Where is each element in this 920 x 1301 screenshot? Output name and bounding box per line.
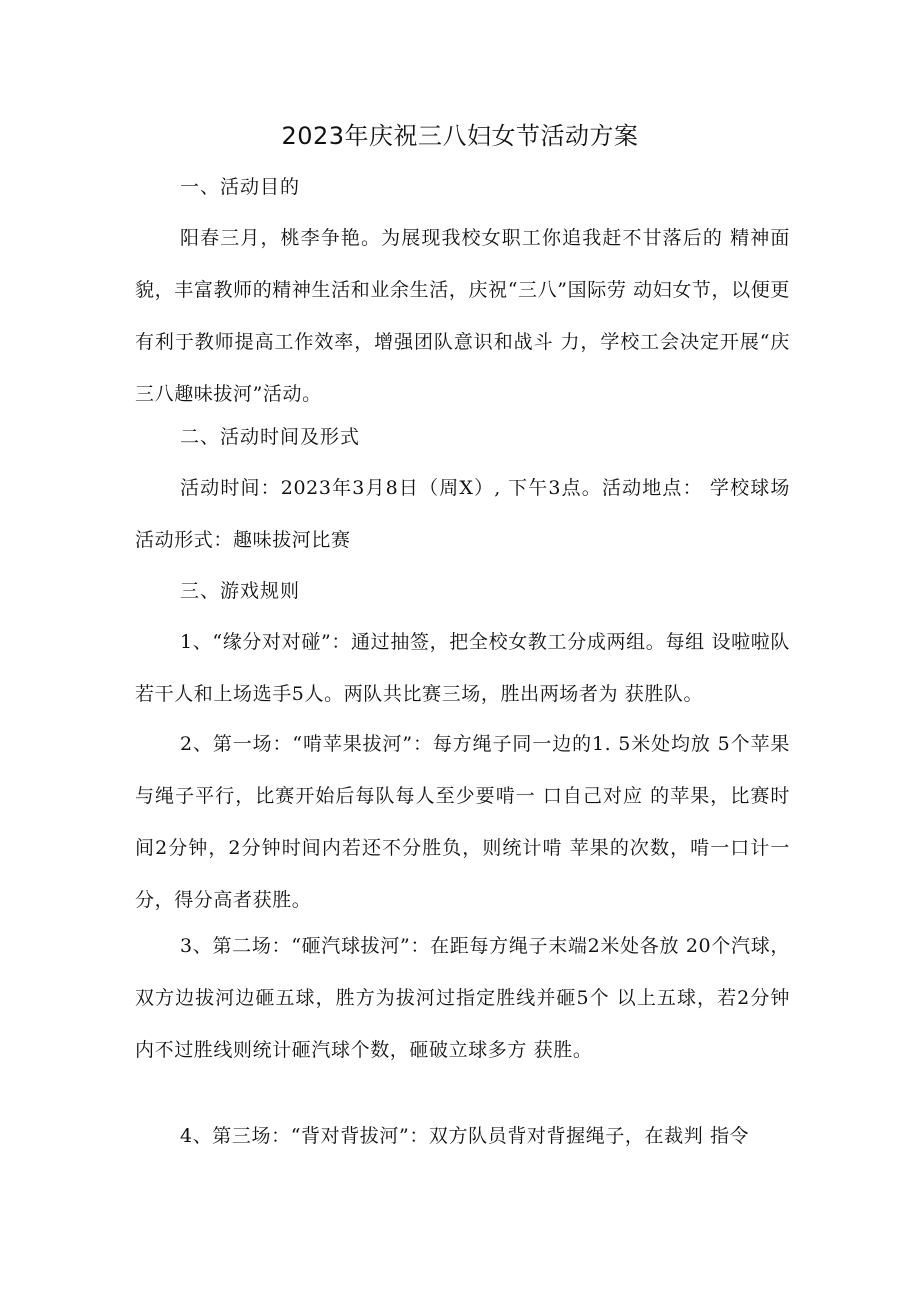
section-heading-time-format: 二、活动时间及形式 xyxy=(180,426,361,448)
paragraph-rule-1: 1、“缘分对对碰”：通过抽签，把全校女教工分成两组。每组 设啦啦队若干人和上场选手5人。两队共比赛三场，胜出两场者为 获胜队。 xyxy=(135,631,790,705)
paragraph-rule-3: 3、第二场：“砸汽球拔河”：在距每方绳子末端2米处各放 20个汽球，双方边拔河边砸五球，胜方为拔河过指定胜线并砸5个 以上五球，若2分钟内不过胜线则统计砸汽球个数，砸破立球多方 获胜。 xyxy=(135,935,790,1061)
document-title: 2023年庆祝三八妇女节活动方案 xyxy=(281,122,639,150)
paragraph-time-format: 活动时间：2023年3月8日（周X）, 下午3点。活动地点： 学校球场活动形式：趣味拔河比赛 xyxy=(135,477,790,551)
paragraph-rule-4: 4、第三场：“背对背拔河”：双方队员背对背握绳子，在裁判 指令 xyxy=(180,1125,750,1147)
paragraph-purpose: 阳春三月，桃李争艳。为展现我校女职工你追我赶不甘落后的 精神面貌，丰富教师的精神生活和业余生活，庆祝“三八”国际劳 动妇女节，以便更有利于教师提高工作效率，增强团队意识和战斗 力，学校工会决定开展“庆三八趣味拔河”活动。 xyxy=(135,227,790,405)
section-heading-purpose: 一、活动目的 xyxy=(180,176,301,198)
paragraph-rule-2: 2、第一场：“啃苹果拔河”：每方绳子同一边的1. 5米处均放 5个苹果与绳子平行，比赛开始后每队每人至少要啃一 口自己对应 的苹果，比赛时间2分钟，2分钟时间内若还不分胜负，则统计啃 苹果的次数，啃一口计一分，得分高者获胜。 xyxy=(135,733,790,911)
section-heading-rules: 三、游戏规则 xyxy=(180,580,301,602)
